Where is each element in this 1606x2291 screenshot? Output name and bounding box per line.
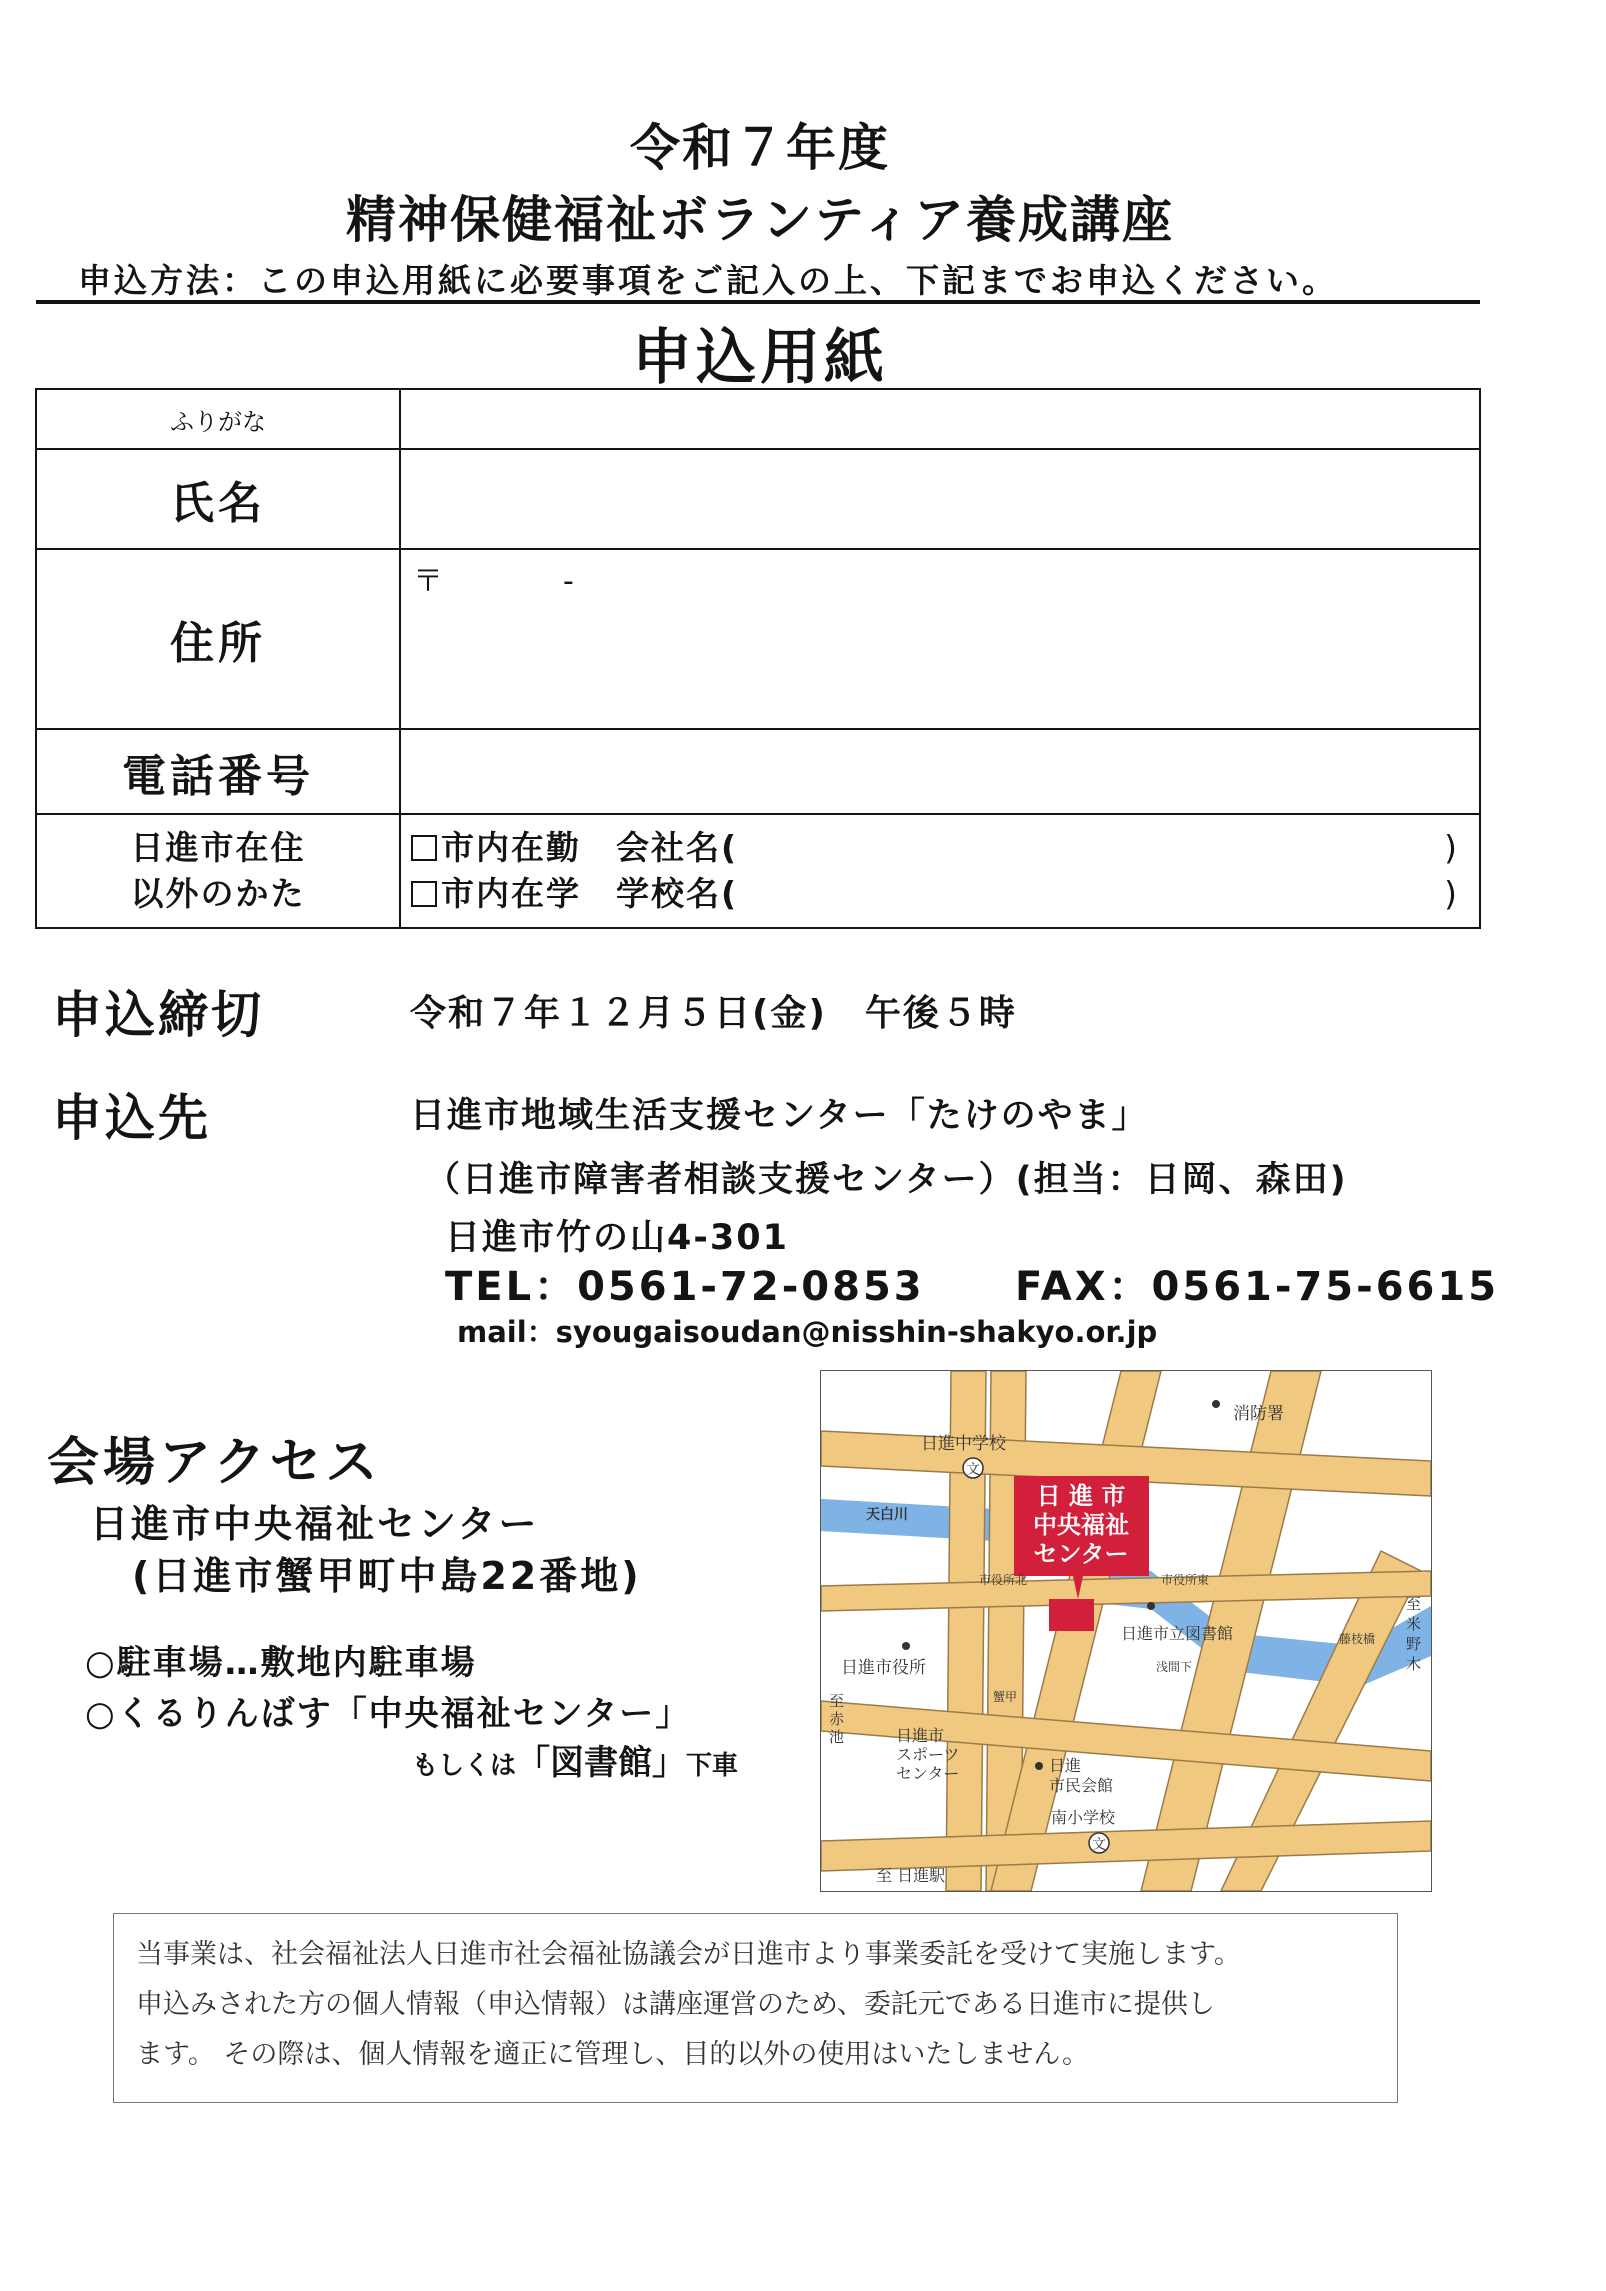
- school-close-paren: ): [1444, 874, 1459, 913]
- destination-tel: TEL：0561-72-0853: [445, 1264, 925, 1310]
- name-field[interactable]: [400, 449, 1480, 549]
- bridge-label: 藤枝橋: [1339, 1632, 1376, 1646]
- nonresident-options: [400, 814, 1480, 928]
- privacy-notice: [113, 1913, 1398, 2103]
- venue-name: 日進市中央福祉センター: [90, 1502, 540, 1546]
- name-row: [36, 449, 1480, 549]
- kanikou-label: 蟹甲: [993, 1690, 1018, 1704]
- school-option-label: 市内在学 学校名(: [441, 874, 739, 913]
- center-label-line3: センター: [1033, 1540, 1129, 1568]
- work-close-paren: ): [1444, 828, 1459, 867]
- notice-line3: ます。 その際は、個人情報を適正に管理し、目的以外の使用はいたしません。: [136, 2039, 1090, 2070]
- civic-label-1: 日進: [1049, 1756, 1082, 1775]
- postal-dash: -: [563, 564, 574, 599]
- destination-label: 申込先: [52, 1089, 211, 1147]
- address-row: [36, 549, 1480, 729]
- application-form-table: [35, 388, 1481, 929]
- destination-address: 日進市竹の山4-301: [445, 1218, 789, 1258]
- destination-org-sub: （日進市障害者相談支援センター）(担当：日岡、森田): [425, 1160, 1348, 1200]
- phone-row: [36, 729, 1480, 814]
- yoneno-label-2: 米: [1406, 1615, 1422, 1633]
- akaike-label-2: 赤: [829, 1710, 845, 1728]
- venue-address: (日進市蟹甲町中島22番地): [132, 1554, 642, 1598]
- civic-hall-dot: [1035, 1762, 1043, 1770]
- nonresident-label-line2: 以外のかた: [130, 874, 306, 913]
- library-label: 日進市立図書館: [1121, 1624, 1234, 1643]
- furigana-label: ふりがな: [36, 389, 400, 449]
- jhs-label: 日進中学校: [921, 1434, 1006, 1454]
- bus-info: ○くるりんばす「中央福祉センター」: [85, 1694, 692, 1734]
- notice-line2: 申込みされた方の個人情報（申込情報）は講座運営のため、委託元である日進市に提供し: [136, 1989, 1215, 2020]
- course-title: 精神保健福祉ボランティア養成講座: [346, 191, 1174, 249]
- application-method: 申込方法：この申込用紙に必要事項をご記入の上、下記までお申込ください。: [78, 261, 1338, 300]
- nonresident-row: [36, 814, 1480, 928]
- work-option-label: 市内在勤 会社名(: [441, 828, 739, 867]
- bus-stop-info: [412, 1735, 738, 1784]
- school-checkbox[interactable]: [411, 881, 437, 907]
- bus-stop-post: 下車: [686, 1751, 739, 1781]
- sports-label-2: スポーツ: [896, 1745, 960, 1764]
- yoneno-label-3: 野: [1406, 1635, 1422, 1653]
- fire-station-dot: [1212, 1400, 1220, 1408]
- parking-info: ○駐車場…敷地内駐車場: [85, 1643, 477, 1683]
- sports-label-1: 日進市: [896, 1726, 945, 1745]
- sports-label-3: センター: [896, 1764, 960, 1783]
- header-rule: [36, 300, 1480, 304]
- city-hall-dot: [902, 1642, 910, 1650]
- city-hall-label: 日進市役所: [841, 1658, 926, 1678]
- address-label: 住所: [36, 549, 400, 729]
- river-label: 天白川: [866, 1507, 908, 1523]
- deadline-label: 申込締切: [52, 986, 264, 1044]
- civic-label-2: 市民会館: [1049, 1776, 1114, 1795]
- fire-station-label: 消防署: [1233, 1404, 1284, 1424]
- phone-field[interactable]: [400, 729, 1480, 814]
- signal-shiyakushokita: 市役所北: [979, 1573, 1028, 1587]
- yoneno-label-4: 木: [1406, 1655, 1422, 1673]
- notice-line1: 当事業は、社会福祉法人日進市社会福祉協議会が日進市より事業委託を受けて実施します。: [136, 1939, 1241, 1970]
- jhs-symbol: 文: [966, 1462, 980, 1478]
- form-title: 申込用紙: [632, 323, 888, 393]
- address-field[interactable]: [400, 549, 1480, 729]
- minami-symbol: 文: [1092, 1837, 1106, 1853]
- bus-stop-main: 「図書館」: [516, 1743, 687, 1783]
- center-location-marker: [1049, 1599, 1094, 1631]
- akaike-label-3: 池: [829, 1728, 845, 1746]
- library-dot: [1147, 1602, 1155, 1610]
- access-label: 会場アクセス: [47, 1433, 382, 1493]
- center-label-line2: 中央福祉: [1033, 1511, 1129, 1539]
- name-label: 氏名: [36, 449, 400, 549]
- asamiyashita-label: 浅間下: [1156, 1660, 1193, 1674]
- deadline-value: 令和７年１２月５日(金) 午後５時: [410, 993, 1017, 1034]
- phone-label: 電話番号: [36, 729, 400, 814]
- destination-org: 日進市地域生活支援センター「たけのやま」: [410, 1096, 1149, 1136]
- furigana-field[interactable]: [400, 389, 1480, 449]
- center-label-line1: 日 進 市: [1036, 1482, 1126, 1510]
- nonresident-label-line1: 日進市在住: [130, 828, 306, 867]
- destination-fax: FAX：0561-75-6615: [1015, 1264, 1500, 1310]
- work-option: [411, 825, 1459, 871]
- postal-mark: 〒: [413, 564, 443, 599]
- school-option: [411, 871, 1459, 917]
- to-station-label: 至 日進駅: [876, 1866, 946, 1885]
- akaike-label-1: 至: [829, 1692, 845, 1710]
- signal-shiyakushohigashi: 市役所東: [1161, 1573, 1210, 1587]
- bus-stop-pre: もしくは: [412, 1751, 517, 1781]
- minami-school-label: 南小学校: [1051, 1808, 1116, 1827]
- year-heading: 令和７年度: [630, 119, 890, 177]
- destination-mail: mail：syougaisoudan@nisshin-shakyo.or.jp: [457, 1315, 1158, 1349]
- access-map: [820, 1370, 1432, 1892]
- yoneno-label-1: 至: [1406, 1595, 1422, 1613]
- work-checkbox[interactable]: [411, 835, 437, 861]
- nonresident-label: [36, 814, 400, 928]
- furigana-row: [36, 389, 1480, 449]
- postal-code-guide: [413, 556, 574, 600]
